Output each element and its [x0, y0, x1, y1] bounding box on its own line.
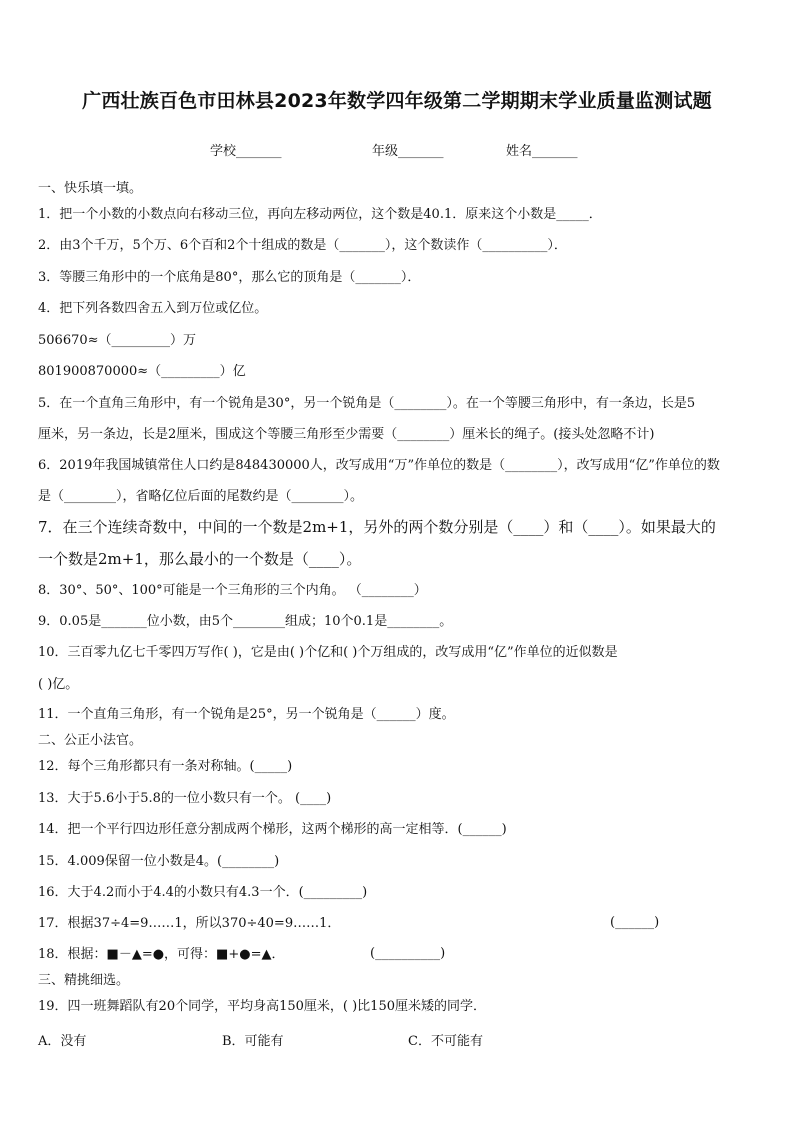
grade-field[interactable]: 年级_______ — [372, 144, 444, 159]
question-19: 19．四一班舞蹈队有20个同学，平均身高150厘米，( )比150厘米矮的同学． — [38, 999, 486, 1014]
school-field[interactable]: 学校_______ — [210, 144, 282, 159]
option-b[interactable]: B．可能有 — [222, 1034, 284, 1049]
option-c[interactable]: C．不可能有 — [408, 1034, 483, 1049]
question-16: 16．大于4.2而小于4.4的小数只有4.3一个．(_________) — [38, 885, 368, 900]
question-14: 14．把一个平行四边形任意分割成两个梯形，这两个梯形的高一定相等．(______) — [38, 822, 507, 837]
section-heading: 一、快乐填一填。 — [38, 181, 143, 196]
question-15: 15．4.009保留一位小数是4。(________) — [38, 854, 280, 869]
question-3: 3．等腰三角形中的一个底角是80°，那么它的顶角是（_______）． — [38, 270, 421, 285]
question-12: 12．每个三角形都只有一条对称轴。(_____) — [38, 759, 293, 774]
question-6-line1: 6．2019年我国城镇常住人口约是848430000人，改写成用“万”作单位的数是（________），改写成用“亿”作单位的数 — [38, 458, 720, 473]
section-heading: 三、精挑细选。 — [38, 973, 130, 988]
question-5-line1: 5．在一个直角三角形中，有一个锐角是30°，另一个锐角是（________）。在一个等腰三角形中，有一条边，长是5 — [38, 396, 696, 411]
question-5-line2: 厘米，另一条边，长是2厘米，围成这个等腰三角形至少需要（________）厘米长的绳子。(接头处忽略不计) — [38, 427, 655, 442]
question-4a: 506670≈（_________）万 — [38, 333, 197, 348]
question-9: 9．0.05是_______位小数，由5个________组成；10个0.1是________。 — [38, 614, 453, 629]
option-a[interactable]: A．没有 — [38, 1034, 87, 1049]
question-6-line2: 是（________），省略亿位后面的尾数约是（________）。 — [38, 489, 364, 504]
question-7-line1: 7．在三个连续奇数中，中间的一个数是2m+1，另外的两个数分别是（____）和（____）。如果最大的 — [38, 518, 716, 536]
question-11: 11．一个直角三角形，有一个锐角是25°，另一个锐角是（______）度。 — [38, 707, 455, 722]
name-field[interactable]: 姓名_______ — [506, 144, 578, 159]
question-2: 2．由3个千万，5个万、6个百和2个十组成的数是（_______），这个数读作（__________）． — [38, 238, 567, 253]
question-17: 17．根据37÷4=9……1，所以370÷40=9……1． — [38, 916, 341, 931]
page-title: 广西壮族百色市田林县2023年数学四年级第二学期期末学业质量监测试题 — [82, 90, 712, 112]
question-10-line1: 10．三百零九亿七千零四万写作( )，它是由( )个亿和( )个万组成的，改写成用“亿”作单位的近似数是 — [38, 645, 618, 660]
question-18-answer[interactable]: (__________) — [370, 946, 446, 961]
question-13: 13．大于5.6小于5.8的一位小数只有一个。 (____) — [38, 791, 332, 806]
question-7-line2: 一个数是2m+1，那么最小的一个数是（____）。 — [38, 550, 362, 568]
question-10-line2: ( )亿。 — [38, 677, 79, 692]
question-17-answer[interactable]: (______) — [610, 915, 660, 930]
question-18: 18．根据：■－▲=●，可得：■+●=▲． — [38, 947, 285, 962]
section-heading: 二、公正小法官。 — [38, 733, 143, 748]
question-1: 1．把一个小数的小数点向右移动三位，再向左移动两位，这个数是40.1．原来这个小数是_____． — [38, 207, 602, 222]
question-8: 8．30°、50°、100°可能是一个三角形的三个内角。 （________） — [38, 583, 427, 598]
question-4b: 801900870000≈（_________）亿 — [38, 364, 246, 379]
question-4: 4．把下列各数四舍五入到万位或亿位。 — [38, 301, 268, 316]
